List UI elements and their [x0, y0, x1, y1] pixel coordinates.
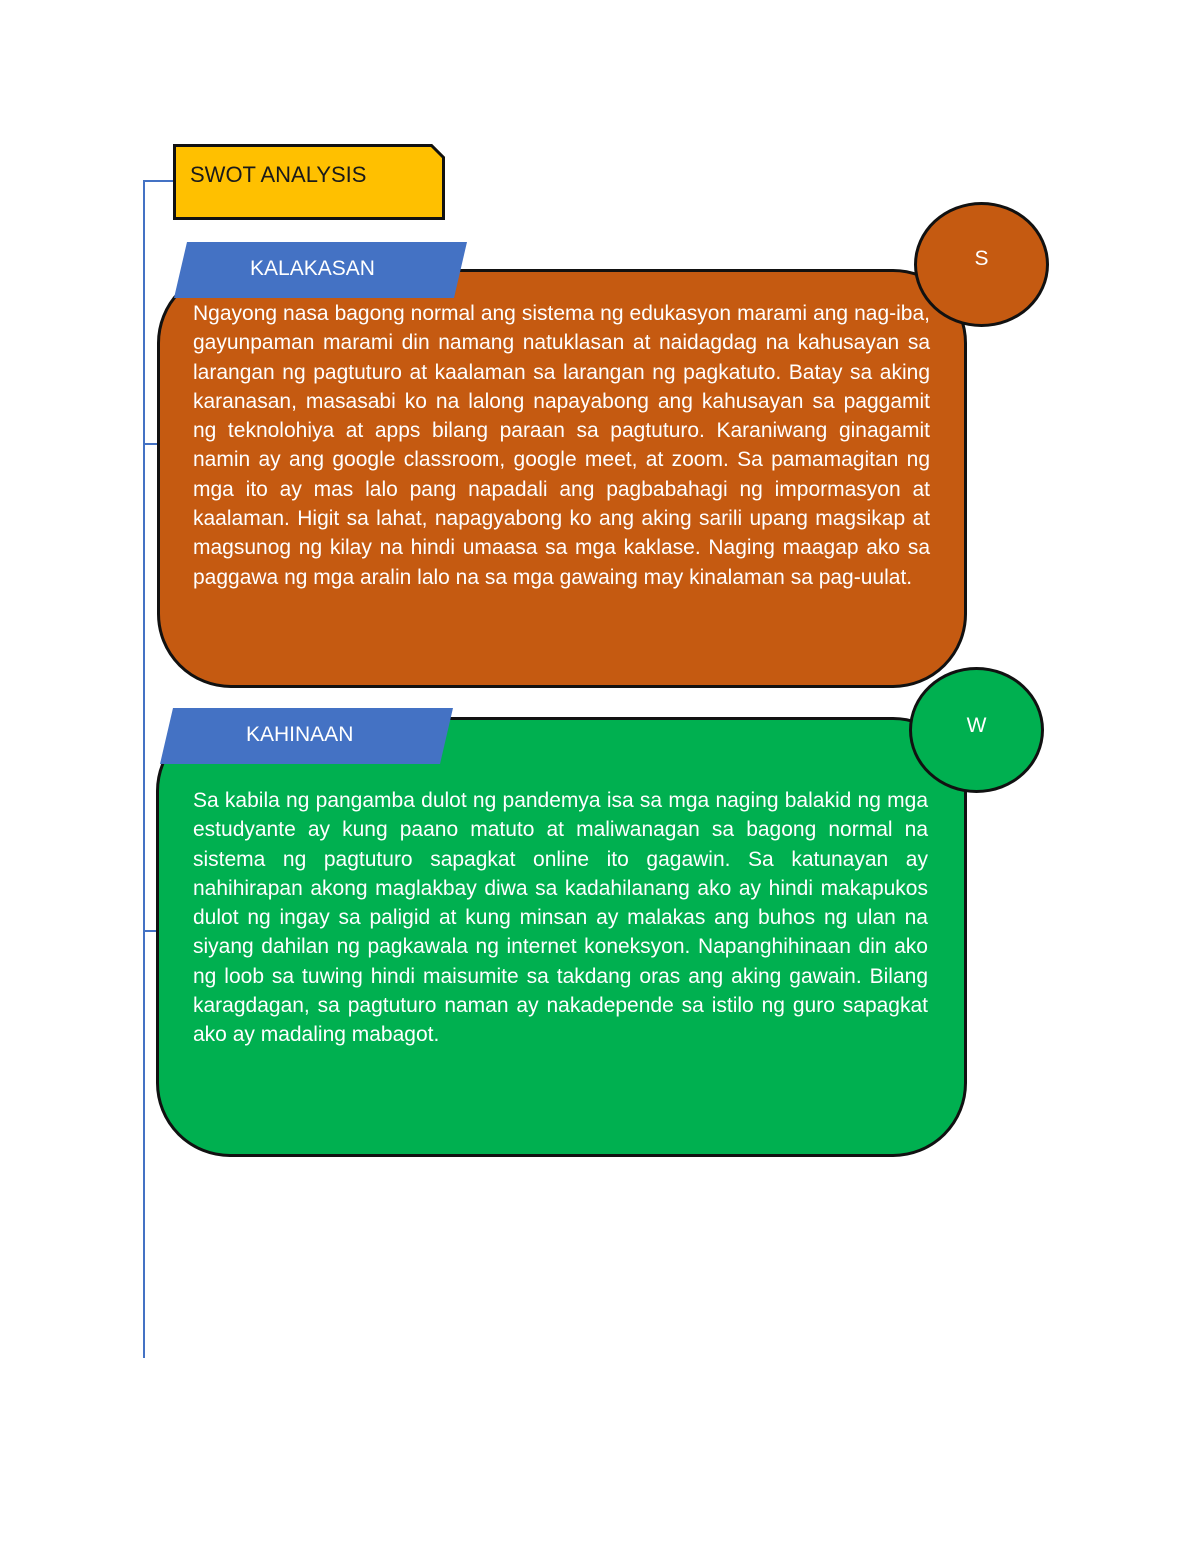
connector-branch-kahinaan: [143, 930, 157, 932]
strengths-heading: KALAKASAN: [250, 257, 375, 280]
connector-branch-title: [143, 180, 174, 182]
connector-branch-kalakasan: [143, 443, 158, 445]
strengths-badge: [914, 202, 1049, 327]
strengths-letter: S: [974, 247, 989, 270]
connector-trunk: [143, 180, 145, 1358]
weaknesses-heading: KAHINAAN: [246, 723, 354, 746]
weaknesses-text: Sa kabila ng pangamba dulot ng pandemya isa sa mga naging balakid ng mga estudyante ay kung paano matuto at maliwanagan sa bagong normal na sistema ng pagtuturo sapagkat online ito gagawin. Sa katunayan ay nahihirapan akong maglakbay diwa sa kadahilanang ako ay hindi makapukos dulot ng ingay sa paligid at kung minsan ay malakas ang buhos ng ulan na siyang dahilan ng pagkawala ng internet koneksyon. Napanghihinaan din ako ng loob sa tuwing hindi maisumite sa takdang oras ang aking gawain. Bilang karagdagan, sa pagtuturo naman ay nakadepende sa istilo ng guro sapagkat ako ay madaling mabagot.: [193, 789, 928, 1047]
strengths-text: Ngayong nasa bagong normal ang sistema ng edukasyon marami ang nag-iba, gayunpaman marami din namang natuklasan at naidagdag na kahusayan sa larangan ng pagtuturo at kaalaman sa larangan ng pagkatuto. Batay sa aking karanasan, masasabi ko na lalong napayabong ang kahusayan sa paggamit ng teknolohiya at apps bilang paraan sa pagtuturo. Karaniwang ginagamit namin ay ang google classroom, google meet, at zoom. Sa pamamagitan ng mga ito ay mas lalo pang napadali ang pagbabahagi ng impormasyon at kaalaman. Higit sa lahat, napagyabong ko ang aking sarili upang magsikap at magsunog ng kilay na hindi umaasa sa mga kaklase. Naging maagap ako sa paggawa ng mga aralin lalo na sa mga gawaing may kinalaman sa pag-uulat.: [193, 302, 930, 589]
weaknesses-badge: [909, 667, 1044, 793]
weaknesses-letter: W: [966, 714, 987, 737]
page-title: SWOT ANALYSIS: [190, 162, 367, 187]
